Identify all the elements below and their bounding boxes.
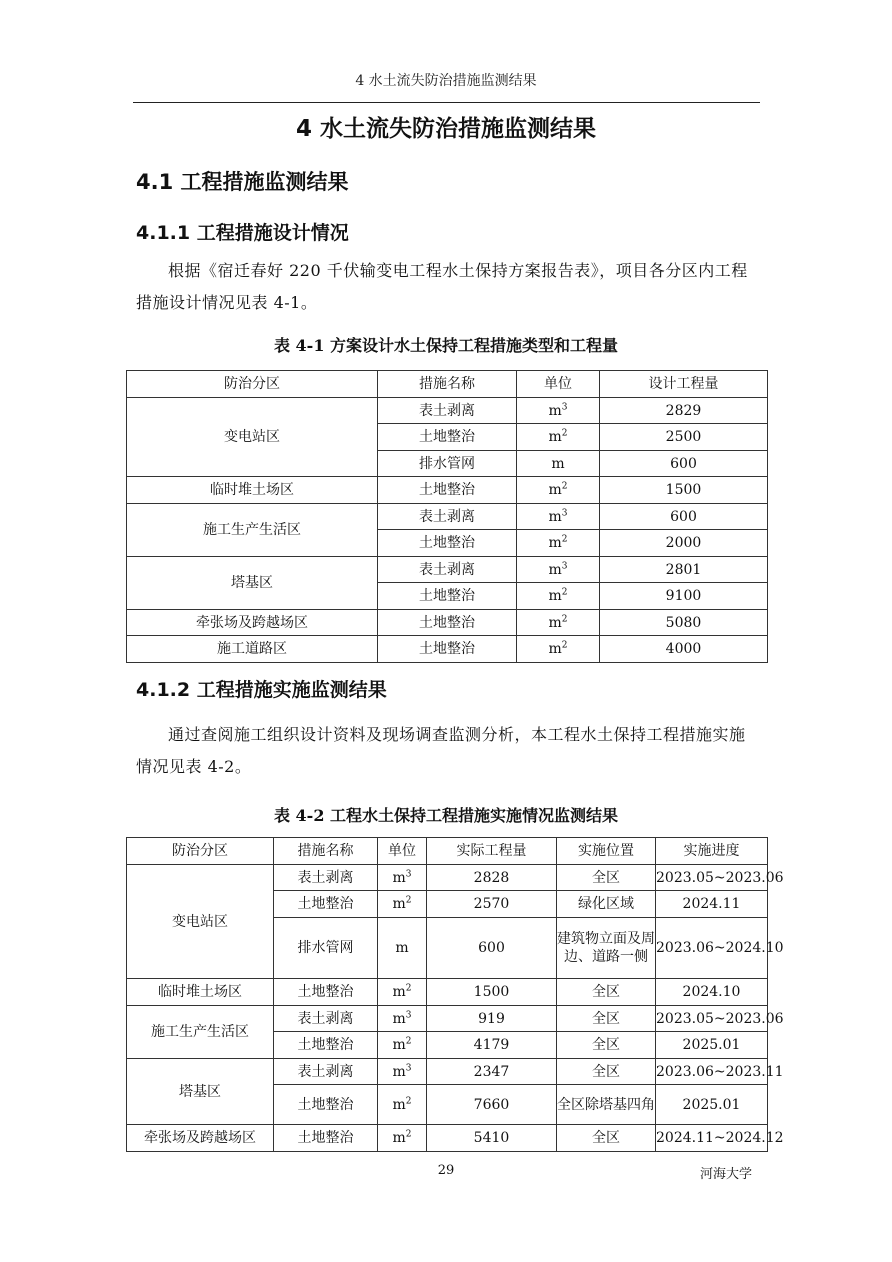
measure-cell: 土地整治 <box>274 1032 378 1059</box>
unit-cell: m <box>517 451 600 477</box>
location-cell: 绿化区域 <box>557 891 656 918</box>
location-cell: 全区 <box>557 1125 656 1152</box>
qty-cell: 1500 <box>427 979 557 1006</box>
table-header-row <box>127 371 768 398</box>
table-row <box>127 979 768 1006</box>
measure-cell: 表土剥离 <box>378 557 517 583</box>
footer-organization: 河海大学 <box>700 1167 753 1182</box>
measure-cell: 土地整治 <box>378 610 517 636</box>
qty-cell: 7660 <box>427 1085 557 1125</box>
qty-cell: 600 <box>600 504 768 530</box>
qty-cell: 2570 <box>427 891 557 918</box>
header-cell: 防治分区 <box>127 371 378 398</box>
unit-cell: $m^2$ <box>378 1085 427 1125</box>
qty-cell: 2500 <box>600 424 768 451</box>
zone-cell: 施工生产生活区 <box>127 1006 274 1059</box>
location-cell: 全区 <box>557 1059 656 1085</box>
zone-cell: 变电站区 <box>127 398 378 477</box>
unit-cell: $m^3$ <box>378 1059 427 1085</box>
progress-cell: 2025.01 <box>656 1085 768 1125</box>
unit-cell: $m^2$ <box>517 530 600 557</box>
header-cell: 措施名称 <box>274 838 378 865</box>
table-row <box>127 557 768 583</box>
location-cell: 全区 <box>557 1006 656 1032</box>
measure-cell: 排水管网 <box>274 918 378 979</box>
unit-cell: $m^3$ <box>517 557 600 583</box>
unit-cell: $m^2$ <box>378 1125 427 1152</box>
measure-cell: 土地整治 <box>378 583 517 610</box>
unit-cell: $m^2$ <box>517 424 600 451</box>
location-cell: 全区 <box>557 979 656 1006</box>
qty-cell: 5080 <box>600 610 768 636</box>
zone-cell: 牵张场及跨越场区 <box>127 610 378 636</box>
unit-cell: $m^2$ <box>517 610 600 636</box>
progress-cell: 2024.11 <box>656 891 768 918</box>
qty-cell: 2828 <box>427 865 557 891</box>
section-heading-4-1: 4.1 工程措施监测结果 <box>136 170 349 194</box>
unit-cell: $m^3$ <box>378 865 427 891</box>
qty-cell: 1500 <box>600 477 768 504</box>
header-cell: 防治分区 <box>127 838 274 865</box>
location-cell: 全区 <box>557 865 656 891</box>
section-heading-4-1-2: 4.1.2 工程措施实施监测结果 <box>136 679 387 701</box>
zone-cell: 临时堆土场区 <box>127 477 378 504</box>
zone-cell: 临时堆土场区 <box>127 979 274 1006</box>
header-cell: 措施名称 <box>378 371 517 398</box>
progress-cell: 2024.11~2024.12 <box>656 1125 768 1152</box>
table-row <box>127 1125 768 1152</box>
paragraph-1: 根据《宿迁春好 220 千伏输变电工程水土保持方案报告表》，项目各分区内工程措施设计情况见表 4-1。 <box>136 261 748 312</box>
measure-cell: 表土剥离 <box>274 865 378 891</box>
measure-cell: 土地整治 <box>378 477 517 504</box>
unit-cell: $m^2$ <box>378 1032 427 1059</box>
measure-cell: 土地整治 <box>378 424 517 451</box>
location-cell: 全区 <box>557 1032 656 1059</box>
table-row <box>127 398 768 424</box>
measure-cell: 表土剥离 <box>378 504 517 530</box>
table1-body <box>127 398 768 663</box>
unit-cell: $m^2$ <box>517 477 600 504</box>
qty-cell: 2801 <box>600 557 768 583</box>
qty-cell: 4179 <box>427 1032 557 1059</box>
measure-cell: 表土剥离 <box>378 398 517 424</box>
zone-cell: 牵张场及跨越场区 <box>127 1125 274 1152</box>
table2-body <box>127 865 784 1152</box>
header-cell: 单位 <box>378 838 427 865</box>
zone-cell: 塔基区 <box>127 557 378 610</box>
unit-cell: $m^3$ <box>378 1006 427 1032</box>
progress-cell: 2023.05~2023.06 <box>656 865 768 891</box>
progress-cell: 2025.01 <box>656 1032 768 1059</box>
zone-cell: 塔基区 <box>127 1059 274 1125</box>
measure-cell: 土地整治 <box>274 979 378 1006</box>
table-row <box>127 1059 768 1085</box>
qty-cell: 600 <box>427 918 557 979</box>
zone-cell: 施工道路区 <box>127 636 378 663</box>
qty-cell: 9100 <box>600 583 768 610</box>
zone-cell: 变电站区 <box>127 865 274 979</box>
progress-cell: 2023.06~2023.11 <box>656 1059 768 1085</box>
measure-cell: 土地整治 <box>274 1085 378 1125</box>
table-row <box>127 477 768 504</box>
measure-cell: 土地整治 <box>378 530 517 557</box>
table2 <box>126 837 784 1152</box>
progress-cell: 2023.06~2024.10 <box>656 918 768 979</box>
qty-cell: 919 <box>427 1006 557 1032</box>
location-cell: 全区除塔基四角 <box>557 1085 656 1125</box>
page-number: 29 <box>437 1163 455 1178</box>
table-row <box>127 504 768 530</box>
qty-cell: 600 <box>600 451 768 477</box>
location-cell: 建筑物立面及周边、道路一侧 <box>557 918 656 979</box>
header-cell: 实际工程量 <box>427 838 557 865</box>
header-cell: 实施位置 <box>557 838 656 865</box>
header-cell: 单位 <box>517 371 600 398</box>
paragraph-2: 通过查阅施工组织设计资料及现场调查监测分析，本工程水土保持工程措施实施情况见表 4-2。 <box>136 725 746 776</box>
table2-caption: 表 4-2 工程水土保持工程措施实施情况监测结果 <box>273 806 619 825</box>
measure-cell: 土地整治 <box>274 1125 378 1152</box>
table-header-row <box>127 838 768 865</box>
measure-cell: 表土剥离 <box>274 1006 378 1032</box>
unit-cell: $m^3$ <box>517 504 600 530</box>
measure-cell: 表土剥离 <box>274 1059 378 1085</box>
unit-cell: m <box>378 918 427 979</box>
zone-cell: 施工生产生活区 <box>127 504 378 557</box>
header-cell: 实施进度 <box>656 838 768 865</box>
section-heading-4-1-1: 4.1.1 工程措施设计情况 <box>136 222 349 244</box>
table-row <box>127 865 768 891</box>
table1-caption: 表 4-1 方案设计水土保持工程措施类型和工程量 <box>273 336 619 355</box>
qty-cell: 2000 <box>600 530 768 557</box>
table-row <box>127 610 768 636</box>
unit-cell: $m^2$ <box>517 583 600 610</box>
table-row <box>127 1006 768 1032</box>
qty-cell: 2347 <box>427 1059 557 1085</box>
chapter-title: 4 水土流失防治措施监测结果 <box>295 116 596 142</box>
running-header: 4 水土流失防治措施监测结果 <box>355 73 537 89</box>
header-cell: 设计工程量 <box>600 371 768 398</box>
progress-cell: 2023.05~2023.06 <box>656 1006 768 1032</box>
table-row <box>127 636 768 663</box>
table1 <box>126 370 768 663</box>
progress-cell: 2024.10 <box>656 979 768 1006</box>
qty-cell: 2829 <box>600 398 768 424</box>
measure-cell: 排水管网 <box>378 451 517 477</box>
unit-cell: $m^2$ <box>378 891 427 918</box>
unit-cell: $m^2$ <box>517 636 600 663</box>
measure-cell: 土地整治 <box>274 891 378 918</box>
qty-cell: 5410 <box>427 1125 557 1152</box>
unit-cell: $m^2$ <box>378 979 427 1006</box>
unit-cell: $m^3$ <box>517 398 600 424</box>
measure-cell: 土地整治 <box>378 636 517 663</box>
header-rule <box>133 102 760 103</box>
qty-cell: 4000 <box>600 636 768 663</box>
